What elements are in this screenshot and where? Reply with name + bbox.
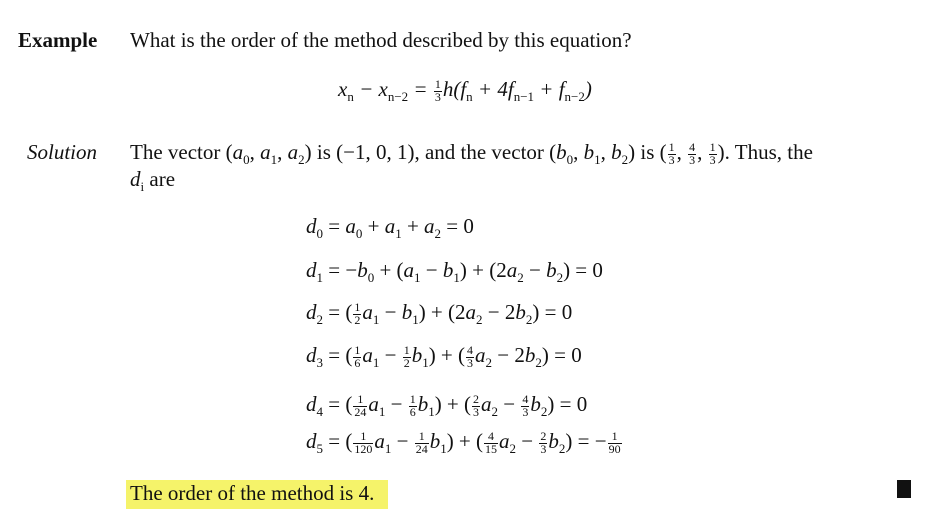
equation-d0: $d_0 = a_0 + a_1 + a_2 = 0$ — [306, 214, 474, 242]
equation-d2: $d_2$ = ( $\frac{1}{2}$ $a_1 - b_1) + (2a_2 - 2b_2) = 0$ — [306, 300, 573, 328]
qed-square-icon — [897, 480, 911, 498]
equation-d3: $d_3$ = ( $\frac{1}{6}$ $a_1$ − $\frac{1}{2}$ $b_1$) + ( $\frac{4}{3}$ $a_2 - 2b_2) = 0$ — [306, 343, 582, 371]
example-label: Example — [18, 28, 98, 52]
solution-label: Solution — [27, 140, 98, 164]
equation-d1: $d_1 = -b_0 + (a_1 - b_1) + (2a_2 - b_2) = 0$ — [306, 258, 603, 286]
conclusion-highlighted: The order of the method is 4. — [126, 480, 388, 509]
question-text: What is the order of the method described by this equation? — [130, 28, 632, 52]
solution-text-line2: $d_i$ are — [130, 167, 176, 195]
solution-text-line1: The vector ($a_0$, $a_1$, $a_2$) is (−1, 0, 1), and the vector ($b_0$, $b_1$, $b_2$) is ( $\frac{1}{3}$ , $\frac{4}{3}$ , $\frac{1}{3}$ ). Thus, the — [130, 140, 813, 168]
equation-d4: $d_4$ = ( $\frac{1}{24}$ $a_1$ − $\frac{1}{6}$ $b_1$) + ( $\frac{2}{3}$ $a_2$ − $\frac{4}{3}$ $b_2) = 0$ — [306, 392, 588, 420]
main-equation: $x_n - x_{n-2}$ = $\frac{1}{3}$ $h(f_n + 4f_{n-1} + f_{n-2})$ — [338, 77, 592, 105]
equation-d5: $d_5$ = ( $\frac{1}{120}$ $a_1$ − $\frac{1}{24}$ $b_1$) + ( $\frac{4}{15}$ $a_2$ − $\frac{2}{3}$ $b_2$) = − $\frac{1}{90}$ — [306, 429, 621, 457]
